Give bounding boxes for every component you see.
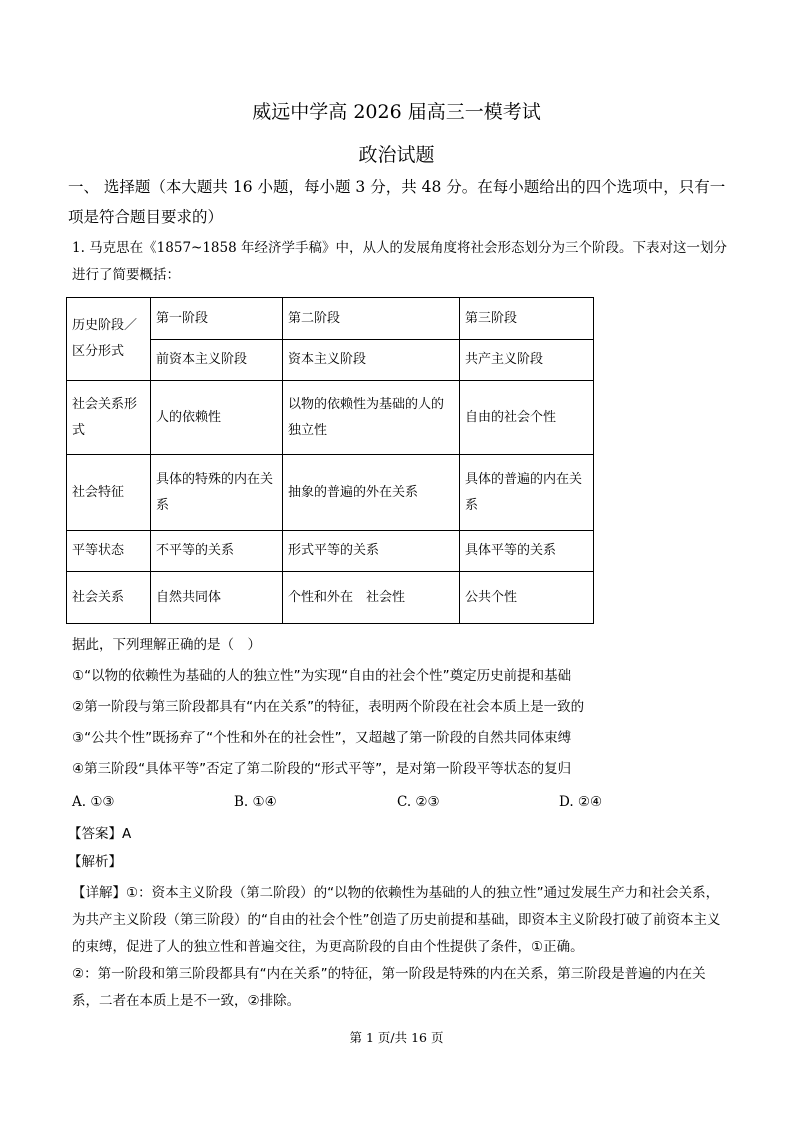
table-cell: 具体平等的关系 — [460, 531, 594, 572]
table-cell: 公共个性 — [460, 572, 594, 624]
table-cell: 抽象的普遍的外在关系 — [283, 455, 460, 531]
exam-title: 威远中学高 2026 届高三一模考试 — [252, 101, 541, 123]
page-number: 第 1 页/共 16 页 — [349, 1030, 444, 1045]
question-stem: 1. 马克思在《1857~1858 年经济学手稿》中，从人的发展角度将社会形态划分为三个阶段。下表对这一划分进行了简要概括： — [72, 240, 727, 283]
exam-subject: 政治试题 — [358, 144, 435, 166]
table-stage-2: 第二阶段 — [283, 298, 460, 340]
explanation — [72, 880, 728, 1015]
table-header-label: 历史阶段／区分形式 — [67, 298, 151, 381]
table-row-label: 社会特征 — [67, 455, 151, 531]
table-row-label: 平等状态 — [67, 531, 151, 572]
option-c: C. ②③ — [397, 794, 440, 810]
table-row-label: 社会关系形式 — [67, 381, 151, 455]
answer-block — [68, 820, 131, 876]
option-d: D. ②④ — [559, 794, 603, 810]
table-stage-3: 第三阶段 — [460, 298, 594, 340]
table-cell: 形式平等的关系 — [283, 531, 460, 572]
stage-table — [66, 297, 594, 624]
question-prompt: 据此，下列理解正确的是（ ） — [72, 637, 261, 653]
answer-options — [72, 788, 728, 816]
statement-4: ④第三阶段“具体平等”否定了第二阶段的“形式平等”，是对第一阶段平等状态的复归 — [72, 761, 572, 777]
question-statements — [72, 630, 728, 785]
explanation-paragraph-2: ②：第一阶段和第三阶段都具有“内在关系”的特征，第一阶段是特殊的内在关系，第三阶段是普遍的内在关系，二者在本质上是不一致，②排除。 — [72, 966, 706, 1009]
analysis-label: 【解析】 — [68, 854, 122, 870]
table-cell: 具体的特殊的内在关系 — [151, 455, 283, 531]
table-stage-name-3: 共产主义阶段 — [460, 340, 594, 381]
table-cell: 不平等的关系 — [151, 531, 283, 572]
table-cell: 自然共同体 — [151, 572, 283, 624]
answer-label: 【答案】A — [68, 826, 132, 842]
table-cell: 具体的普遍的内在关系 — [460, 455, 594, 531]
table-cell: 以物的依赖性为基础的人的独立性 — [283, 381, 460, 455]
table-stage-1: 第一阶段 — [151, 298, 283, 340]
table-cell: 自由的社会个性 — [460, 381, 594, 455]
table-stage-name-2: 资本主义阶段 — [283, 340, 460, 381]
table-cell: 人的依赖性 — [151, 381, 283, 455]
statement-3: ③“公共个性”既扬弃了“个性和外在的社会性”，又超越了第一阶段的自然共同体束缚 — [72, 730, 572, 746]
section-heading: 一、 选择题（本大题共 16 小题，每小题 3 分，共 48 分。在每小题给出的四个选项中，只有一项是符合题目要求的） — [68, 178, 726, 226]
table-row-label: 社会关系 — [67, 572, 151, 624]
table-cell: 个性和外在 社会性 — [283, 572, 460, 624]
statement-2: ②第一阶段与第三阶段都具有“内在关系”的特征，表明两个阶段在社会本质上是一致的 — [72, 699, 585, 715]
statement-1: ①“以物的依赖性为基础的人的独立性”为实现“自由的社会个性”奠定历史前提和基础 — [72, 668, 572, 684]
option-a: A. ①③ — [72, 794, 115, 810]
option-b: B. ①④ — [234, 794, 277, 810]
explanation-paragraph-1: 【详解】①：资本主义阶段（第二阶段）的“以物的依赖性为基础的人的独立性”通过发展生产力和社会关系，为共产主义阶段（第三阶段）的“自由的社会个性”创造了历史前提和基础，即资本主义阶段打破了前资本主义的束缚，促进了人的独立性和普遍交往，为更高阶段的自由个性提供了条件，①正确。 — [72, 885, 721, 955]
table-stage-name-1: 前资本主义阶段 — [151, 340, 283, 381]
